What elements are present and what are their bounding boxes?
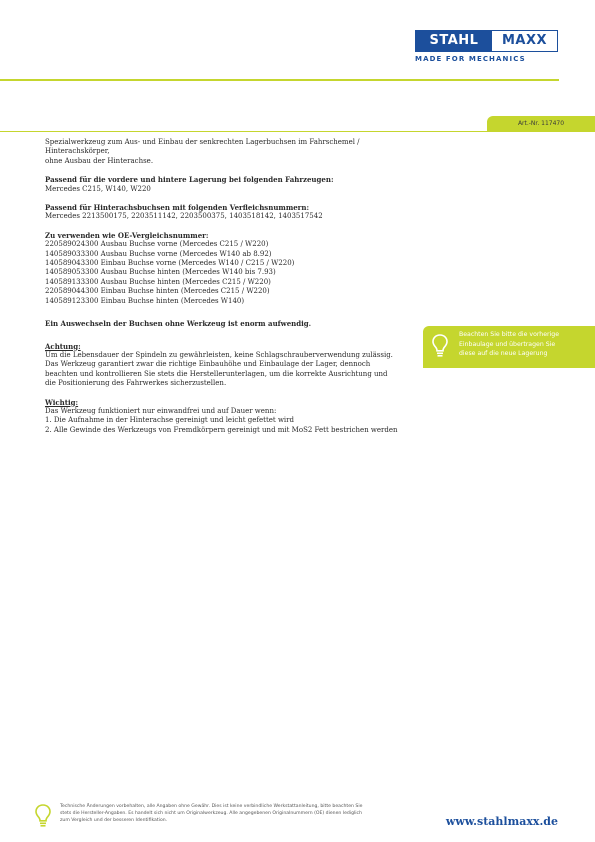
main-content [45, 138, 425, 435]
logo-maxx: MAXX [492, 31, 557, 51]
article-divider [0, 131, 487, 132]
note-line: Beachten Sie bitte die vorherige [459, 331, 560, 338]
important-line: 2. Alle Gewinde des Werkzeugs von Fremdkörpern gereinigt und mit MoS2 Fett bestrichen werden [45, 425, 398, 434]
installation-note [423, 326, 595, 368]
oe-item: 140589043300 Einbau Buchse vorne (Mercedes W140 / C215 / W220) [45, 259, 295, 268]
comparison-heading: Passend für Hinterachsbuchsen mit folgenden Verfleichsnummern: [45, 203, 310, 213]
comparison-text: Mercedes 2213500175, 2203511142, 2203500375, 1403518142, 1403517542 [45, 212, 323, 221]
oe-heading: Zu verwenden wie OE-Vergleichsnummer: [45, 230, 209, 240]
logo-stahl: STAHL [416, 31, 492, 51]
lightbulb-icon [35, 803, 51, 829]
vehicles-text: Mercedes C215, W140, W220 [45, 184, 151, 193]
oe-item: 220589044300 Einbau Buchse hinten (Mercedes C215 / W220) [45, 287, 270, 296]
note-line: Einbaulage und übertragen Sie [459, 340, 556, 348]
warning-heading: Achtung: [45, 341, 81, 351]
oe-item: 140589053300 Ausbau Buchse hinten (Mercedes W140 bis 7.93) [45, 268, 276, 277]
emphasis-text: Ein Auswechseln der Buchsen ohne Werkzeug ist enorm aufwendig. [45, 319, 312, 329]
note-line: diese auf die neue Lagerung [459, 350, 548, 357]
note-text [459, 330, 559, 359]
logo-tagline: MADE FOR MECHANICS [415, 55, 526, 63]
lightbulb-icon [432, 333, 448, 359]
header-divider [0, 79, 559, 81]
oe-item: 140589133300 Ausbau Buchse hinten (Mercedes C215 / W220) [45, 277, 271, 286]
important-line: Das Werkzeug funktioniert nur einwandfrei und auf Dauer wenn: [45, 406, 277, 415]
logo-wordmark [415, 30, 558, 52]
oe-item: 220589024300 Ausbau Buchse vorne (Mercedes C215 / W220) [45, 240, 269, 249]
intro-line-2: ohne Ausbau der Hinterachse. [45, 156, 154, 165]
warning-line: Das Werkzeug garantiert zwar die richtige Einbauhöhe und Einbaulage der Lager, dennoch [45, 360, 371, 369]
intro-line-1: Spezialwerkzeug zum Aus- und Einbau der senkrechten Lagerbuchsen im Fahrschemel / Hinterachskörper, [45, 138, 360, 156]
warning-line: die Positionierung des Fahrwerkes sicherzustellen. [45, 379, 227, 388]
important-heading: Wichtig: [45, 397, 79, 407]
warning-line: beachten und kontrollieren Sie stets die Herstellerunterlagen, um die korrekte Ausrichtung und [45, 369, 388, 378]
vehicles-heading: Passend für die vordere und hintere Lagerung bei folgenden Fahrzeugen: [45, 175, 334, 185]
oe-item: 140589033300 Ausbau Buchse vorne (Mercedes W140 ab 8.92) [45, 249, 272, 258]
footer-line: stets die Hersteller-Angaben. Es handelt sich nicht um Originalwerkzeug. Alle angegebenen Originalnummern (OE) dienen lediglich [60, 811, 362, 816]
warning-line: Um die Lebensdauer der Spindeln zu gewährleisten, keine Schlagschrauberverwendung zulässig. [45, 350, 393, 359]
oe-item: 140589123300 Einbau Buchse hinten (Mercedes W140) [45, 296, 245, 305]
footer-line: Technische Änderungen vorbehalten, alle Angaben ohne Gewähr. Dies ist keine verbindliche Werkstattanleitung, bitte beachten Sie [60, 804, 363, 809]
website-link[interactable]: www.stahlmaxx.de [445, 815, 558, 828]
important-line: 1. Die Aufnahme in der Hinterachse gereinigt und leicht gefettet wird [45, 416, 295, 425]
article-number-tab: Art.-Nr. 117470 [487, 116, 595, 132]
brand-logo [415, 30, 558, 63]
footer-disclaimer [60, 803, 405, 824]
footer-line: zum Vergleich und der besseren Identifikation. [60, 818, 168, 823]
